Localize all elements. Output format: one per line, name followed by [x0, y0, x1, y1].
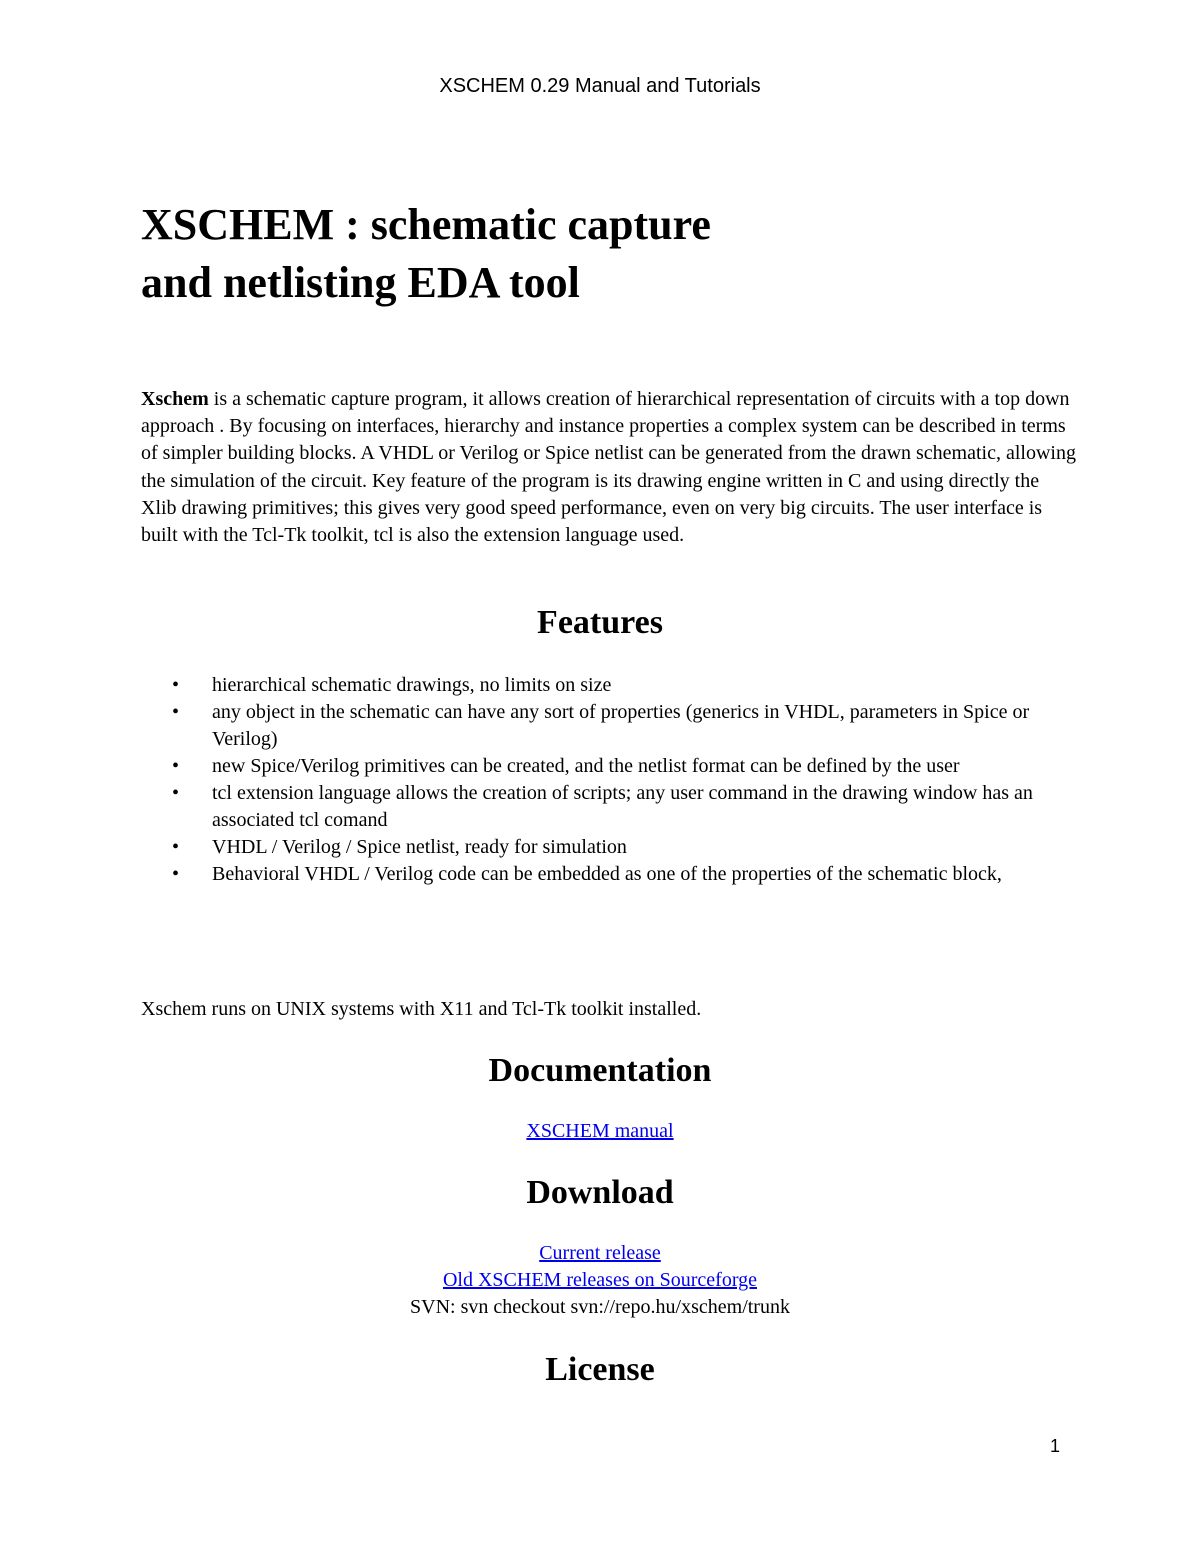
svn-command: SVN: svn checkout svn://repo.hu/xschem/trunk: [410, 1296, 790, 1318]
bullet-icon: •: [172, 836, 180, 858]
feature-item: [141, 780, 1061, 834]
intro-paragraph: [141, 386, 1076, 549]
features-heading: Features: [537, 604, 663, 641]
feature-item: [141, 753, 1061, 780]
feature-text: tcl extension language allows the creation of scripts; any user command in the drawing window has an associated tcl comand: [212, 782, 1033, 831]
intro-bold-term: Xschem: [141, 388, 209, 410]
manual-link[interactable]: XSCHEM manual: [526, 1120, 674, 1142]
license-heading: License: [545, 1351, 655, 1388]
feature-list: [141, 672, 1061, 888]
feature-text: Behavioral VHDL / Verilog code can be embedded as one of the properties of the schematic block,: [212, 863, 1002, 885]
feature-item: [141, 861, 1061, 888]
current-release-line: [0, 1240, 1200, 1267]
manual-link-line: [0, 1118, 1200, 1145]
title-line-1: XSCHEM : schematic capture: [141, 200, 711, 249]
current-release-link[interactable]: Current release: [539, 1242, 661, 1264]
platform-note: Xschem runs on UNIX systems with X11 and Tcl-Tk toolkit installed.: [141, 998, 702, 1020]
bullet-icon: •: [172, 782, 180, 804]
feature-text: any object in the schematic can have any sort of properties (generics in VHDL, parameters in Spice or Verilog): [212, 701, 1030, 750]
old-releases-line: [0, 1267, 1200, 1294]
bullet-icon: •: [172, 863, 180, 885]
intro-text: is a schematic capture program, it allows creation of hierarchical representation of circuits with a top down approach . By focusing on interfaces, hierarchy and instance properties a complex system can be described in terms of simpler building blocks. A VHDL or Verilog or Spice netlist can be generated from the drawn schematic, allowing the simulation of the circuit. Key feature of the program is its drawing engine written in C and using directly the Xlib drawing primitives; this gives very good speed performance, even on very big circuits. The user interface is built with the Tcl-Tk toolkit, tcl is also the extension language used.: [141, 388, 1076, 547]
feature-text: new Spice/Verilog primitives can be created, and the netlist format can be defined by the user: [212, 755, 960, 777]
bullet-icon: •: [172, 674, 180, 696]
page-number: 1: [1049, 1436, 1060, 1456]
old-releases-link[interactable]: Old XSCHEM releases on Sourceforge: [442, 1269, 757, 1291]
documentation-heading: Documentation: [488, 1052, 712, 1089]
bullet-icon: •: [172, 755, 180, 777]
feature-text: hierarchical schematic drawings, no limits on size: [212, 674, 612, 696]
title-line-2: and netlisting EDA tool: [141, 258, 580, 307]
feature-item: [141, 699, 1061, 753]
running-header: XSCHEM 0.29 Manual and Tutorials: [439, 75, 761, 97]
feature-item: [141, 834, 1061, 861]
page-title: [141, 196, 1101, 312]
feature-text: VHDL / Verilog / Spice netlist, ready for simulation: [212, 836, 627, 858]
feature-item: [141, 672, 1061, 699]
download-heading: Download: [526, 1174, 674, 1211]
bullet-icon: •: [172, 701, 180, 723]
